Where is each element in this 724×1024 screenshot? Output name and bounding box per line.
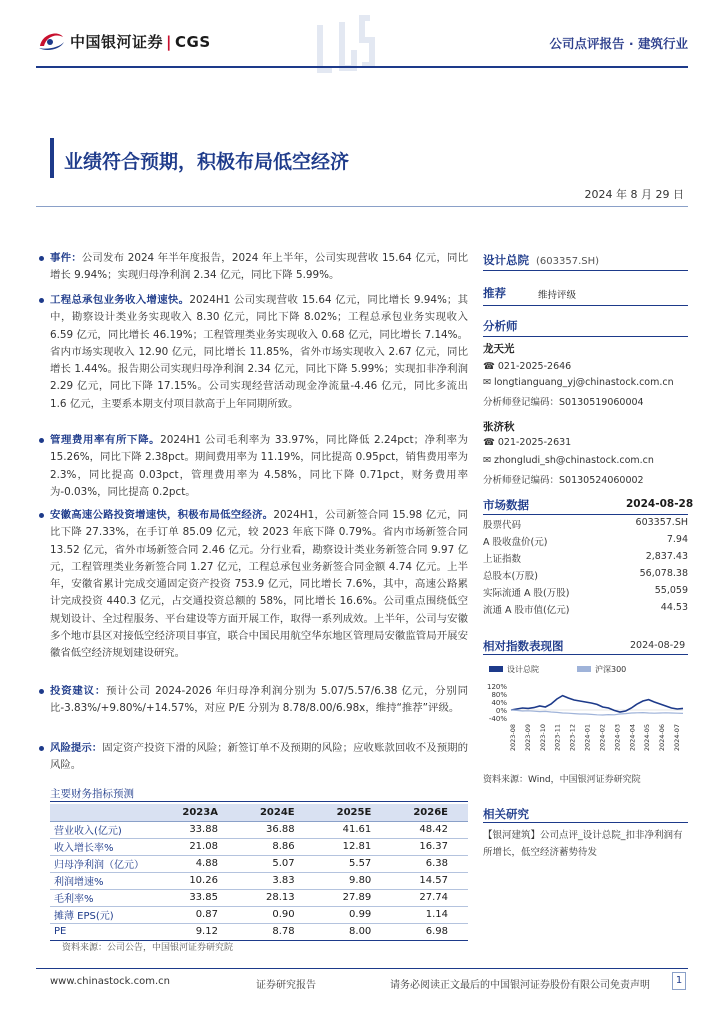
- table-row: [50, 838, 468, 855]
- bullet-lead: 事件：: [50, 252, 82, 264]
- market-value: 55,059: [654, 585, 688, 596]
- y-tick-label: 40%: [491, 699, 507, 707]
- footer-category: 证券研究报告: [256, 980, 316, 991]
- bullet-text: 2024H1 公司实现营收 15.64 亿元，同比增长 9.94%；其中，勘察设计类业务实现收入 8.30 亿元，同比下降 8.02%；工程总承包业务实现收入 6.59 亿元，同比增长 46.19%；工程管理类业务实现收入 0.68 亿元，同比增长 7.14%。省内市场实现收入 12.90 亿元，同比增长 11.85%，省外市场实现收入 2.67 亿元，同比增长 1.44%。报告期公司实现归母净利润 2.34 亿元，同比下降 5.99%；实现扣非净利润 2.29 亿元，同比下降 17.15%。公司实现经营活动现金净流量-4.46 亿元，同比多流出 1.6 亿元，主要系本期支付项目款高于上年同期所致。: [50, 294, 469, 410]
- cell: 8.00: [315, 923, 392, 940]
- phone-icon: ☎: [483, 361, 498, 372]
- company-code: (603357.SH): [536, 256, 600, 267]
- row-label: 利润增速%: [50, 872, 160, 889]
- bullet-revenue: [50, 292, 468, 413]
- series-line-1: [511, 710, 683, 715]
- brand-separator: |: [166, 33, 172, 51]
- market-heading: 市场数据: [483, 498, 529, 512]
- legend-label: 设计总院: [507, 665, 539, 674]
- x-tick-label: 2024-04: [628, 724, 637, 752]
- y-tick-label: 80%: [491, 691, 507, 699]
- market-row: [483, 534, 688, 548]
- market-label: 上证指数: [483, 554, 522, 565]
- row-label: PE: [50, 923, 160, 940]
- cell: 28.13: [238, 889, 315, 906]
- rel-chart-source: 资料来源：Wind，中国银河证券研究院: [483, 775, 641, 785]
- cgs-watermark-icon: [310, 10, 400, 85]
- cell: 33.88: [160, 821, 238, 838]
- cell: 6.38: [391, 855, 468, 872]
- cell: 27.89: [315, 889, 392, 906]
- analyst-rule: [483, 336, 688, 337]
- bullet-orders: [50, 507, 468, 663]
- footer-url[interactable]: www.chinastock.com.cn: [50, 976, 170, 987]
- fin-table-header: [50, 804, 468, 821]
- cell: 9.12: [160, 923, 238, 940]
- cell: 0.90: [238, 906, 315, 923]
- bullet-dot-icon: [39, 298, 44, 303]
- cell: 5.57: [315, 855, 392, 872]
- analyst-cert: 分析师登记编码：S0130519060004: [483, 397, 644, 408]
- cell: 3.83: [238, 872, 315, 889]
- fin-table-title: 主要财务指标预测: [50, 788, 134, 800]
- company-name-block: [483, 252, 599, 268]
- cell: 8.78: [238, 923, 315, 940]
- bullet-text: 2024H1，公司新签合同 15.98 亿元，同比下降 27.33%，在手订单 85.09 亿元，较 2023 年底下降 0.79%。省内市场新签合同 13.52 亿元，省外市场新签合同 2.46 亿元。分行业看，勘察设计类业务新签合同 9.97 亿元，工程管理类业务新签合同 1.27 亿元，工程总承包业务新签合同金额 4.74 亿元。上半年，安徽省累计完成交通固定资产投资 753.9 亿元，同比增长 7.6%，其中，高速公路累计完成投资 440.3 亿元，占交通投资总额的 58%，同比增长 16.6%。公司重点围绕低空规划设计、全过程服务、平台建设等方面开展工作，取得一系列成效。上半年，公司与安徽多个地市县区对接低空经济项目事宜，联合中国民用航空华东地区管理局安徽监管局开展安徽省低空经济规划建设研究。: [50, 509, 469, 660]
- cell: 8.86: [238, 838, 315, 855]
- phone-text: 021-2025-2631: [497, 437, 572, 448]
- bullet-dot-icon: [39, 513, 44, 518]
- market-value: 7.94: [666, 534, 688, 545]
- fin-table: [50, 804, 468, 941]
- fin-col-header: 2025E: [315, 804, 392, 821]
- rel-chart-heading: 相对指数表现图: [483, 639, 564, 653]
- bullet-lead: 管理费用率有所下降。: [50, 434, 161, 446]
- market-date: 2024-08-28: [626, 498, 694, 510]
- report-type-label: 公司点评报告 · 建筑行业: [549, 36, 688, 51]
- x-tick-label: 2024-05: [643, 724, 652, 752]
- fin-table-rule: [50, 801, 468, 802]
- x-tick-label: 2024-03: [613, 724, 622, 752]
- analyst-name: 张济秋: [483, 421, 515, 433]
- x-tick-label: 2024-01: [583, 724, 592, 752]
- related-rule: [483, 822, 688, 823]
- page-number: 1: [672, 972, 686, 990]
- fin-table-source: 资料来源：公司公告，中国银河证券研究院: [62, 943, 234, 953]
- cell: 12.81: [315, 838, 392, 855]
- market-row: [483, 602, 688, 616]
- bullet-text: 预计公司 2024-2026 年归母净利润分别为 5.07/5.57/6.38 亿元，分别同比-3.83%/+9.80%/+14.57%，对应 P/E 分别为 8.78/8.00/6.98x，维持“推荐”评级。: [50, 685, 468, 715]
- company-rule: [483, 270, 688, 271]
- bullet-event: [50, 250, 468, 285]
- relative-index-chart: [483, 660, 688, 770]
- company-name: 设计总院: [483, 253, 529, 267]
- row-label: 毛利率%: [50, 889, 160, 906]
- brand-name-cn: 中国银河证券: [70, 33, 164, 51]
- analyst-heading: 分析师: [483, 319, 518, 333]
- table-row: [50, 855, 468, 872]
- bullet-risk: [50, 740, 468, 775]
- bullet-dot-icon: [39, 256, 44, 261]
- mail-icon: ✉: [483, 377, 494, 388]
- analyst-phone: [483, 361, 571, 372]
- rating-rule: [483, 305, 688, 306]
- bullet-lead-2: 积极布局低空经济。: [177, 509, 274, 521]
- title-divider: [36, 206, 688, 207]
- market-value: 603357.SH: [635, 517, 688, 528]
- fin-col-header: 2026E: [391, 804, 468, 821]
- bullet-text: 公司发布 2024 年半年度报告，2024 年上半年，公司实现营收 15.64 亿元，同比增长 9.94%；实现归母净利润 2.34 亿元，同比下降 5.99%。: [50, 252, 469, 282]
- analyst-email[interactable]: [483, 455, 654, 466]
- x-tick-label: 2024-02: [598, 724, 607, 752]
- report-date: 2024 年 8 月 29 日: [584, 188, 684, 201]
- phone-icon: ☎: [483, 437, 498, 448]
- rel-chart-date: 2024-08-29: [630, 640, 686, 651]
- cell: 27.74: [391, 889, 468, 906]
- legend-swatch: [577, 666, 591, 672]
- rating-label: 推荐: [483, 286, 506, 300]
- analyst-name: 龙天光: [483, 343, 515, 355]
- cell: 10.26: [160, 872, 238, 889]
- y-tick-label: 120%: [486, 683, 507, 691]
- market-value: 56,078.38: [639, 568, 688, 579]
- table-row: [50, 889, 468, 906]
- x-tick-label: 2023-10: [538, 724, 547, 752]
- email-text[interactable]: longtianguang_yj@chinastock.com.cn: [493, 377, 674, 388]
- market-row: [483, 551, 688, 565]
- mail-icon: ✉: [483, 455, 494, 466]
- table-row: [50, 906, 468, 923]
- bullet-dot-icon: [39, 689, 44, 694]
- market-label: A 股收盘价(元): [483, 537, 548, 548]
- bullet-dot-icon: [39, 746, 44, 751]
- footer-divider: [36, 968, 688, 969]
- market-row: [483, 568, 688, 582]
- cell: 4.88: [160, 855, 238, 872]
- market-label: 总股本(万股): [483, 571, 538, 582]
- bullet-lead: 风险提示：: [50, 742, 103, 754]
- market-row: [483, 585, 688, 599]
- row-label: 摊薄 EPS(元): [50, 906, 160, 923]
- analyst-phone: [483, 437, 571, 448]
- cell: 9.80: [315, 872, 392, 889]
- market-label: 股票代码: [483, 520, 522, 531]
- row-label: 营业收入(亿元): [50, 821, 160, 838]
- table-row: [50, 872, 468, 889]
- x-tick-label: 2023-09: [523, 724, 532, 752]
- market-rule: [483, 514, 688, 515]
- bullet-text: 固定资产投资下滑的风险；新签订单不及预期的风险；应收账款回收不及预期的风险。: [50, 742, 469, 772]
- analyst-email[interactable]: [483, 377, 674, 388]
- bullet-expense: [50, 432, 468, 501]
- cell: 0.99: [315, 906, 392, 923]
- footer-disclaimer: 请务必阅读正文最后的中国银河证券股份有限公司免责声明: [390, 980, 650, 991]
- x-tick-label: 2023-08: [509, 724, 517, 752]
- cell: 1.14: [391, 906, 468, 923]
- cell: 48.42: [391, 821, 468, 838]
- cell: 41.61: [315, 821, 392, 838]
- brand-logo-icon: [36, 28, 66, 54]
- table-row: [50, 821, 468, 838]
- bullet-investment: [50, 683, 468, 718]
- row-label: 归母净利润（亿元）: [50, 855, 160, 872]
- cell: 0.87: [160, 906, 238, 923]
- market-value: 44.53: [660, 602, 688, 613]
- related-link[interactable]: 【银河建筑】公司点评_设计总院_扣非净利润有所增长，低空经济蓄势待发: [483, 830, 683, 858]
- cell: 16.37: [391, 838, 468, 855]
- x-tick-label: 2023-11: [553, 724, 562, 752]
- bullet-lead: 安徽高速公路投资增速快，: [50, 509, 178, 521]
- legend-swatch: [489, 666, 503, 672]
- title-accent-bar: [50, 138, 54, 178]
- related-heading: 相关研究: [483, 807, 529, 821]
- row-label: 收入增长率%: [50, 838, 160, 855]
- bullet-lead: 工程总承包业务收入增速快。: [50, 294, 190, 306]
- bullet-text: 2024H1 公司毛利率为 33.97%，同比降低 2.24pct；净利率为 15.26%，同比下降 2.38pct。期间费用率为 11.19%，同比提高 0.95pct，销售费用率为 2.3%，同比提高 0.03pct，管理费用率为 4.58%，同比下降 0.71pct，财务费用率为-0.03%，同比提高 0.2pct。: [50, 434, 468, 498]
- bullet-dot-icon: [39, 438, 44, 443]
- table-row: [50, 923, 468, 940]
- market-label: 实际流通 A 股(万股): [483, 588, 570, 599]
- legend-label: 沪深300: [595, 665, 627, 674]
- x-tick-label: 2024-06: [658, 724, 667, 752]
- market-row: [483, 517, 688, 531]
- email-text[interactable]: zhongludi_sh@chinastock.com.cn: [493, 455, 654, 466]
- fin-col-header: 2024E: [238, 804, 315, 821]
- cell: 14.57: [391, 872, 468, 889]
- y-tick-label: 0%: [495, 707, 507, 715]
- rating-value: 维持评级: [538, 290, 577, 301]
- header-divider: [36, 66, 688, 68]
- brand-name-en: CGS: [175, 33, 211, 51]
- fin-col-header: 2023A: [160, 804, 238, 821]
- market-label: 流通 A 股市值(亿元): [483, 605, 570, 616]
- series-line-0: [511, 696, 683, 712]
- cell: 5.07: [238, 855, 315, 872]
- cell: 21.08: [160, 838, 238, 855]
- x-tick-label: 2023-12: [568, 724, 577, 752]
- bullet-lead: 投资建议：: [50, 685, 107, 697]
- brand-name: [70, 31, 211, 52]
- cell: 6.98: [391, 923, 468, 940]
- x-tick-label: 2024-07: [673, 724, 681, 752]
- market-value: 2,837.43: [645, 551, 688, 562]
- phone-text: 021-2025-2646: [497, 361, 572, 372]
- fin-col-header: [50, 804, 160, 821]
- analyst-cert: 分析师登记编码：S0130524060002: [483, 475, 644, 486]
- y-tick-label: -40%: [488, 715, 507, 723]
- cell: 36.88: [238, 821, 315, 838]
- report-title: 业绩符合预期，积极布局低空经济: [64, 151, 350, 173]
- rel-chart-rule: [483, 654, 688, 655]
- cell: 33.85: [160, 889, 238, 906]
